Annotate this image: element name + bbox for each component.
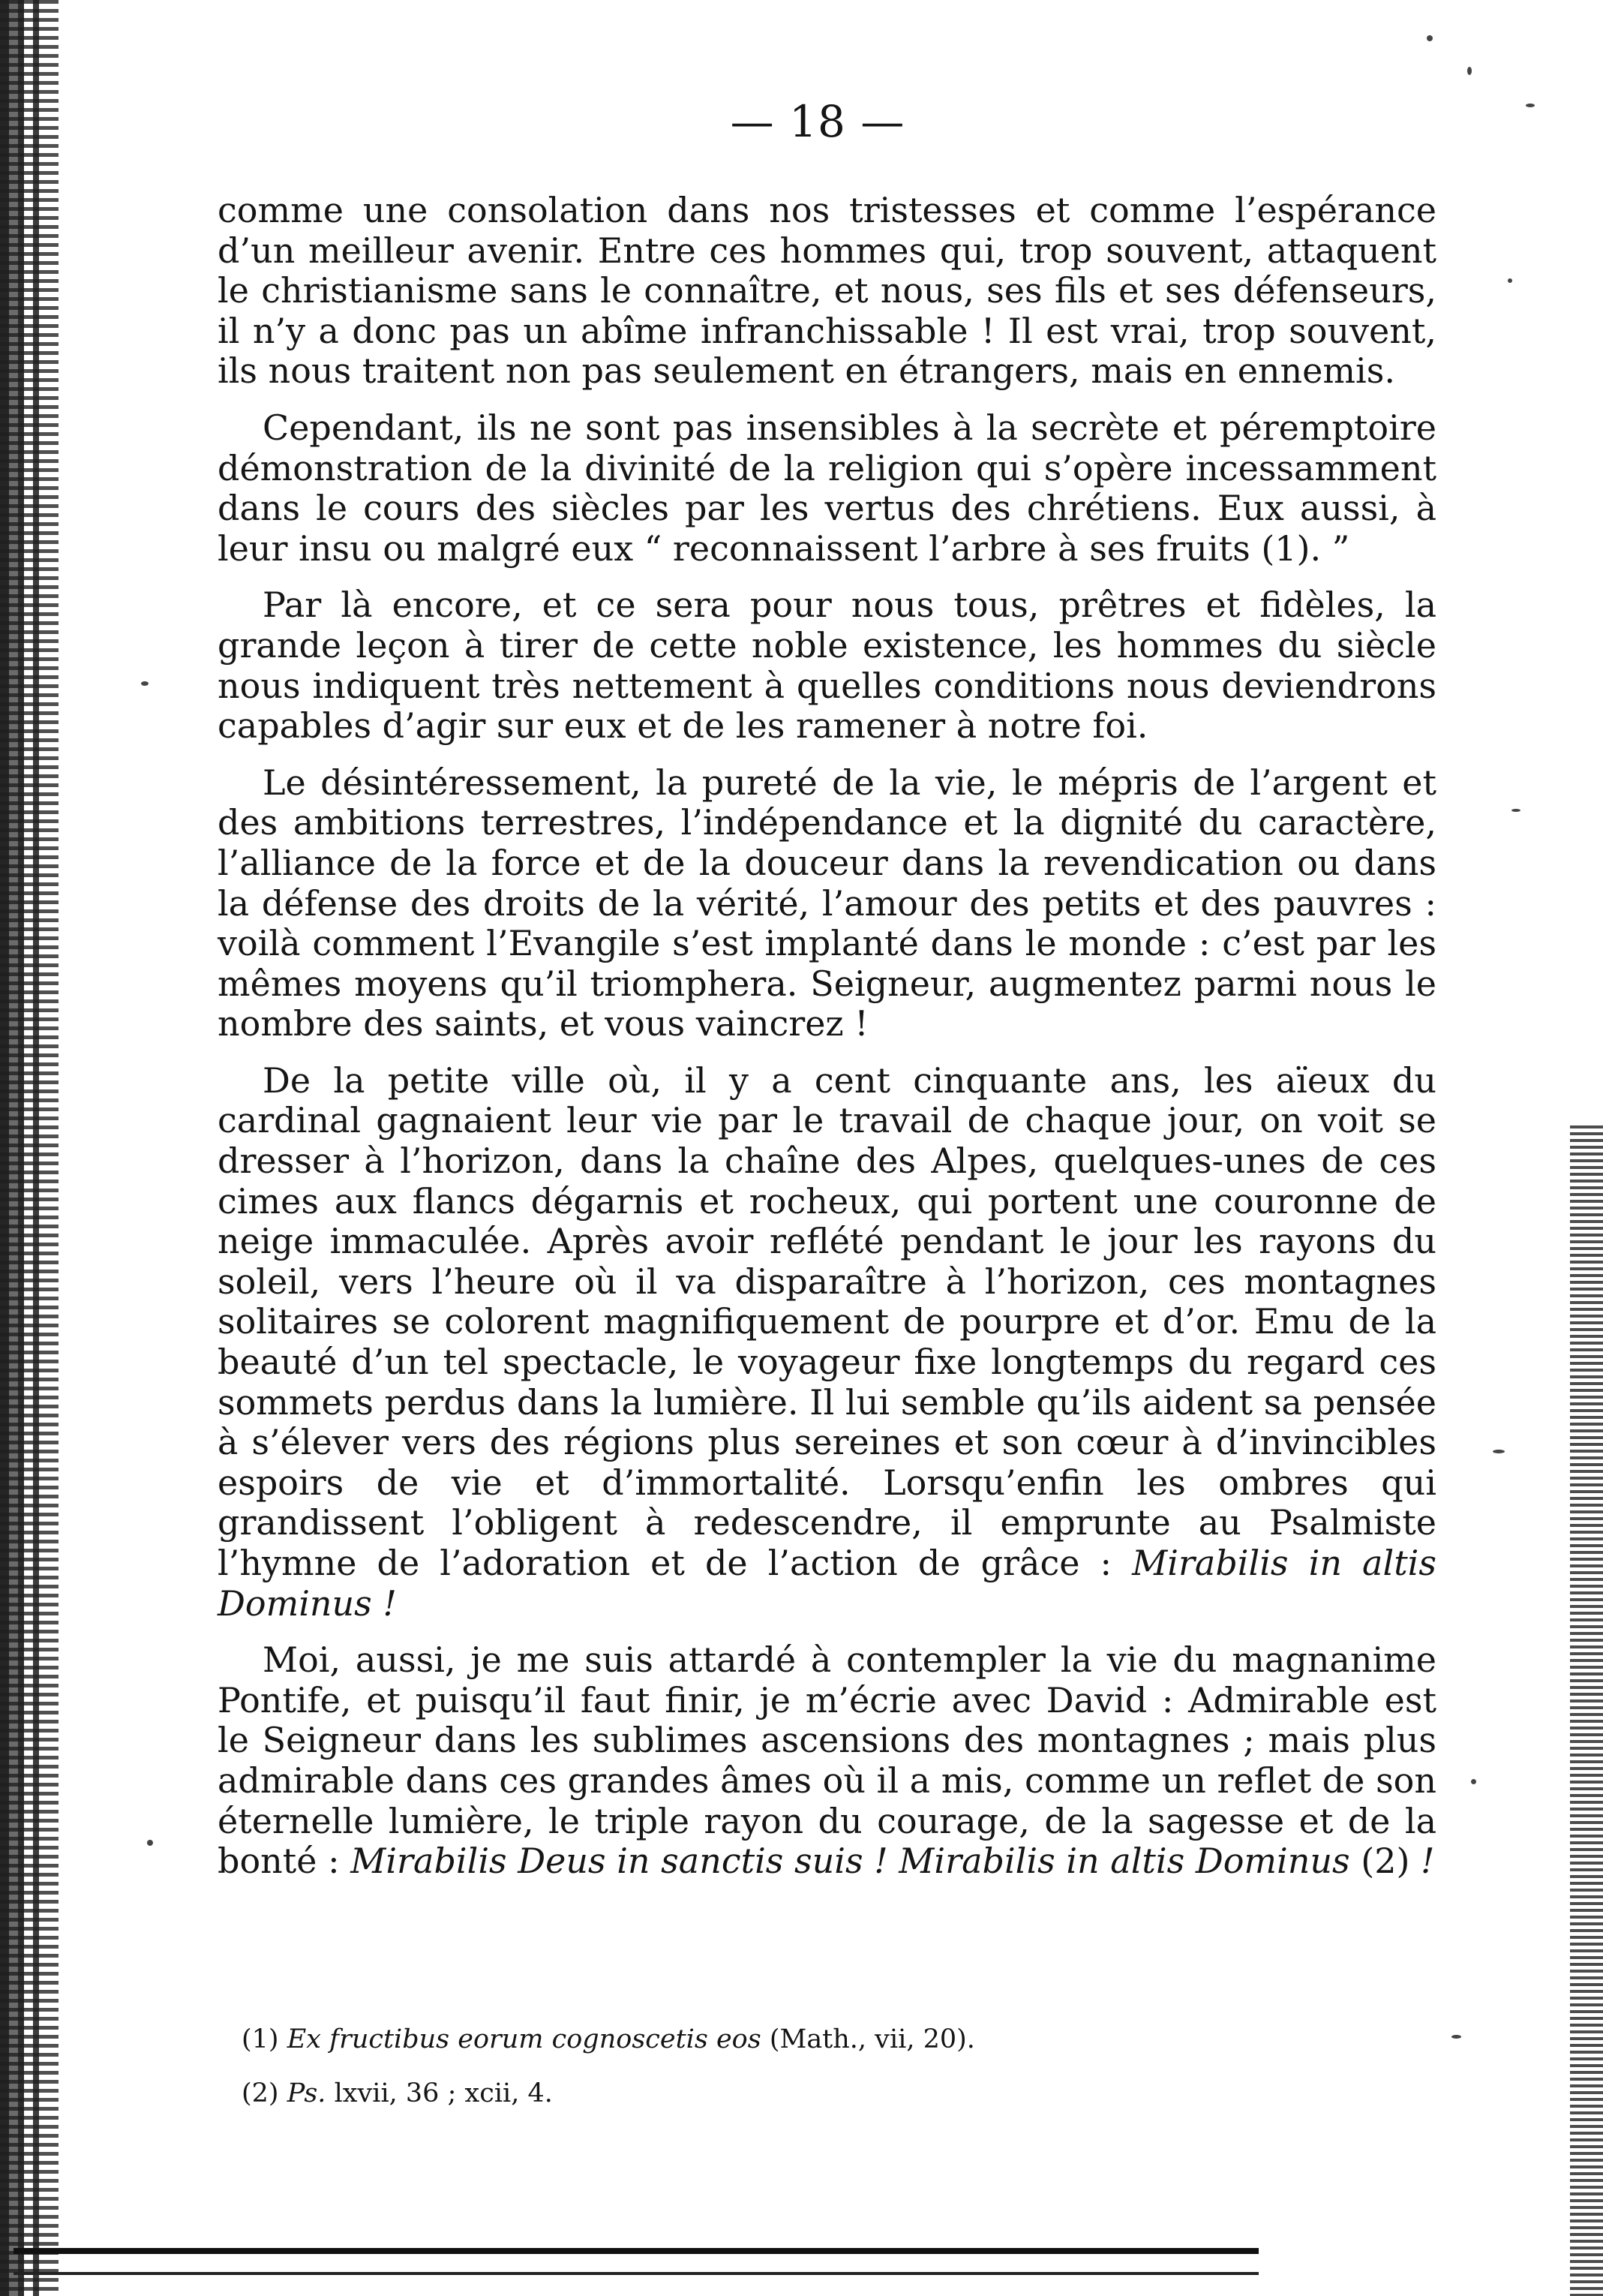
scanned-bottom-rule [14, 2248, 1259, 2275]
scan-speck [1467, 67, 1472, 75]
closing-exclamation: ! [1421, 1841, 1435, 1882]
paragraph-consolation: comme une consolation dans nos tristesses et comme l’espérance d’un meilleur avenir. Entre ces hommes qui, trop souvent, attaquent le christianisme sans le connaître, et nous, ses fils et ses défenseurs, il n’y a donc pas un abîme infranchissable ! Il est vrai, trop souvent, ils nous traitent non pas seulement en étrangers, mais en ennemis. [218, 190, 1436, 392]
footnote-citation: lxvii, 36 ; xcii, 4. [334, 2078, 553, 2108]
footnote-latin-quotation: Ex fructibus eorum cognoscetis eos [287, 2024, 761, 2054]
footnote-citation: (Math., vii, 20). [769, 2024, 975, 2054]
paragraph-conclusion [218, 1640, 1436, 1882]
scanned-left-edge [0, 0, 59, 2296]
footnote-two [242, 2066, 1217, 2120]
scan-speck [1451, 2035, 1461, 2039]
paragraph-virtues: Le désintéressement, la pureté de la vie, le mépris de l’argent et des ambitions terrestres, l’indépendance et la dignité du caractère, l’alliance de la force et de la douceur dans la revendication ou dans la défense des droits de la vérité, l’amour des petits et des pauvres : voilà comment l’Evangile s’est implanté dans le monde : c’est par les mêmes moyens qu’il triomphera. Seigneur, augmentez parmi nous le nombre des saints, et vous vaincrez ! [218, 762, 1436, 1044]
scan-speck [1526, 104, 1535, 107]
book-page-text [218, 191, 1436, 1898]
scan-speck [1427, 35, 1433, 41]
footnote-psalms-label: Ps. [287, 2078, 326, 2108]
footnote-marker: (1) [242, 2024, 279, 2054]
scan-speck [141, 681, 149, 686]
page-number: — 18 — [730, 96, 905, 147]
scan-speck [1508, 278, 1512, 283]
scan-speck [1493, 1450, 1505, 1453]
conclusion-text: Moi, aussi, je me suis attardé à contempler la vie du magnanime Pontife, et puisqu’il faut finir, je m’écrie avec David : Admirable est le Seigneur dans les sublimes ascensions des montagnes ; mais plus admirable dans ces grandes âmes où il a mis, comme un reflet de son éternelle lumière, le triple rayon du courage, de la sagesse et de la bonté : [218, 1639, 1436, 1882]
footnote-one [242, 2012, 1217, 2066]
paragraph-alpine-scene [218, 1061, 1436, 1624]
paragraph-demonstration: Cependant, ils ne sont pas insensibles à la secrète et péremptoire démonstration de la divinité de la religion qui s’opère incessamment dans le cours des siècles par les vertus des chrétiens. Eux aussi, à leur insu ou malgré eux “ reconnaissent l’arbre à ses fruits (1). ” [218, 407, 1436, 569]
latin-mirabilis-deus: Mirabilis Deus in sanctis suis ! Mirabilis in altis Dominus [350, 1841, 1350, 1882]
paragraph-lesson: Par là encore, et ce sera pour nous tous, prêtres et fidèles, la grande leçon à tirer de cette noble existence, les hommes du siècle nous indiquent très nettement à quelles conditions nous deviendrons capables d’agir sur eux et de les ramener à notre foi. [218, 585, 1436, 747]
scan-speck [1471, 1779, 1476, 1784]
scan-speck [147, 1840, 153, 1846]
scan-speck [1511, 809, 1520, 812]
footnotes [242, 2012, 1217, 2120]
footnote-marker: (2) [242, 2078, 279, 2108]
footnote-reference-two: (2) [1349, 1841, 1421, 1882]
alpine-scene-text: De la petite ville où, il y a cent cinquante ans, les aïeux du cardinal gagnaient leur vie par le travail de chaque jour, on voit se dresser à l’horizon, dans la chaîne des Alpes, quelques-unes de ces cimes aux flancs dégarnis et rocheux, qui portent une couronne de neige immaculée. Après avoir reflété pendant le jour les rayons du soleil, vers l’heure où il va disparaître à l’horizon, ces montagnes solitaires se colorent magnifiquement de pourpre et d’or. Emu de la beauté d’un tel spectacle, le voyageur fixe longtemps du regard ces sommets perdus dans la lumière. Il lui semble qu’ils aident sa pensée à s’élever vers des régions plus sereines et son cœur à d’invincibles espoirs de vie et d’immortalité. Lorsqu’enfin les ombres qui grandissent l’obligent à redescendre, il emprunte au Psalmiste l’hymne de l’adoration et de l’action de grâce : [218, 1059, 1436, 1583]
scanned-right-edge [1570, 1125, 1603, 2296]
latin-mirabilis-in-altis: Mirabilis in altis Dominus ! [218, 1543, 1436, 1624]
